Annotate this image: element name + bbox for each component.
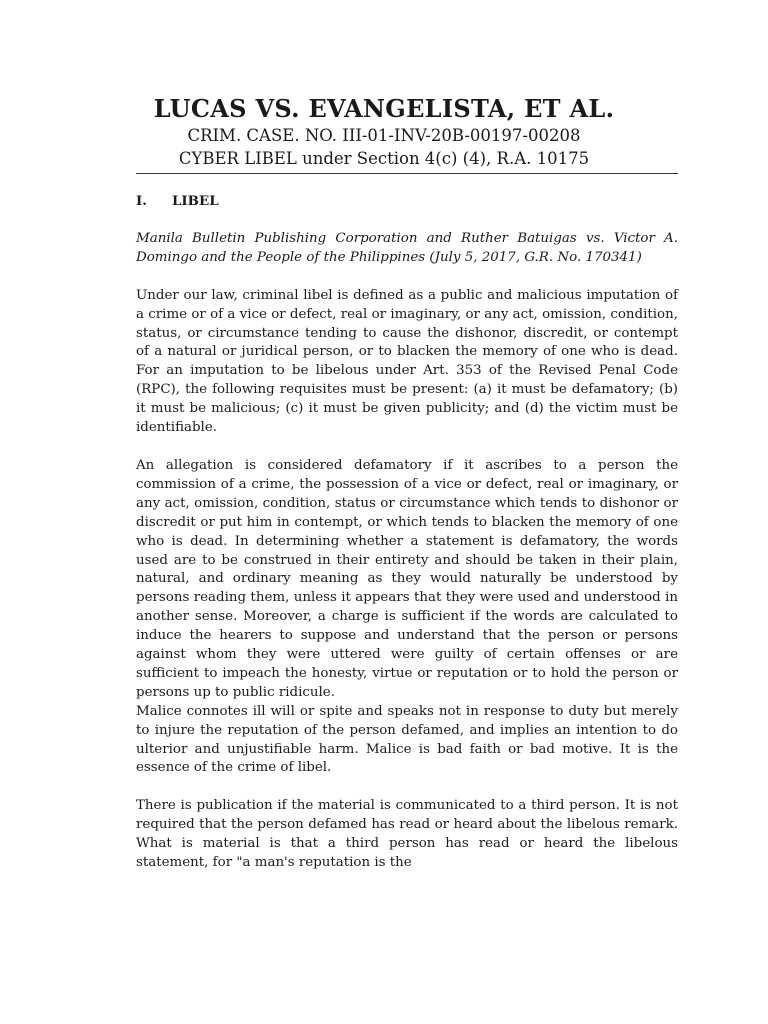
section-heading (136, 192, 678, 211)
section-number: I. (136, 193, 147, 209)
header-divider (136, 173, 678, 174)
case-number: CRIM. CASE. NO. III-01-INV-20B-00197-00208 (187, 126, 581, 145)
case-citation: Manila Bulletin Publishing Corporation and Ruther Batuigas vs. Victor A. Domingo and the People of the Philippines (July 5, 2017, G.R. No. 170341) (136, 230, 678, 265)
document-title: LUCAS VS. EVANGELISTA, ET AL. (153, 94, 615, 123)
paragraph-defamatory: An allegation is considered defamatory if it ascribes to a person the commission of a crime, the possession of a vice or defect, real or imaginary, or any act, omission, condition, status or circumstance which tends to dishonor or discredit or put him in contempt, or which tends to blacken the memory of one who is dead. In determining whether a statement is defamatory, the words used are to be construed in their entirety and should be taken in their plain, natural, and ordinary meaning as they would naturally be understood by persons reading them, unless it appears that they were used and understood in another sense. Moreover, a charge is sufficient if the words are calculated to induce the hearers to suppose and understand that the person or persons against whom they were uttered were guilty of certain offenses or are sufficient to impeach the honesty, virtue or reputation or to hold the person or persons up to public ridicule. (136, 457, 678, 700)
paragraph-libel-definition: Under our law, criminal libel is defined as a public and malicious imputation of a crime or of a vice or defect, real or imaginary, or any act, omission, condition, status, or circumstance tending to cause the dishonor, discredit, or contempt of a natural or juridical person, or to blacken the memory of one who is dead. For an imputation to be libelous under Art. 353 of the Revised Penal Code (RPC), the following requisites must be present: (a) it must be defamatory; (b) it must be malicious; (c) it must be given publicity; and (d) the victim must be identifiable. (136, 287, 678, 436)
section-title: LIBEL (172, 193, 219, 209)
paragraph-publication: There is publication if the material is communicated to a third person. It is not required that the person defamed has read or heard about the libelous remark. What is material is that a third person has read or heard the libelous statement, for "a man's reputation is the (136, 798, 678, 871)
document-header (90, 94, 678, 170)
paragraph-malice: Malice connotes ill will or spite and speaks not in response to duty but merely to injure the reputation of the person defamed, and implies an intention to do ulterior and unjustifiable harm. Malice is bad faith or bad motive. It is the essence of the crime of libel. (136, 703, 678, 776)
charge-line: CYBER LIBEL under Section 4(c) (4), R.A. 10175 (178, 149, 590, 168)
document-body (136, 192, 678, 892)
